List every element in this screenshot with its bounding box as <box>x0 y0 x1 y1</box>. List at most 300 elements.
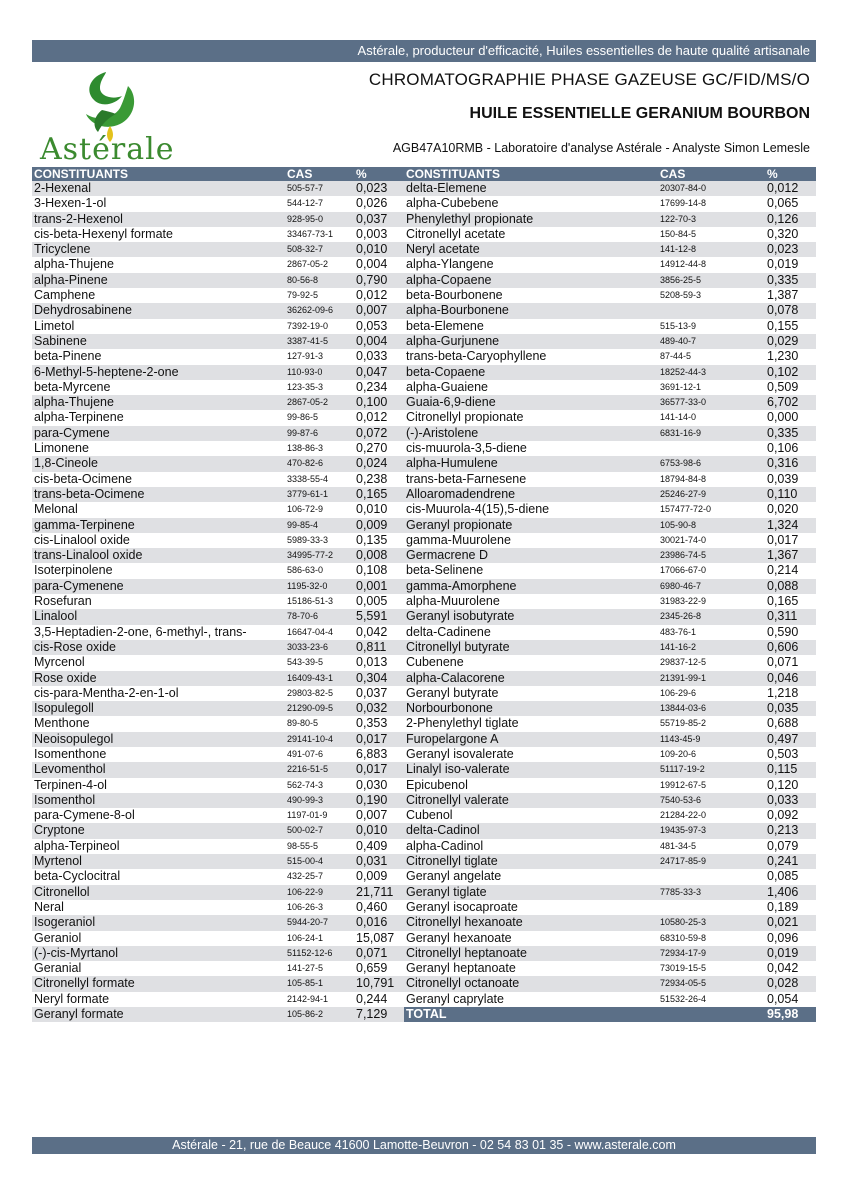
cell-cas-left: 562-74-3 <box>287 779 324 790</box>
cell-pct-right: 0,102 <box>765 365 816 380</box>
table-row <box>32 242 816 257</box>
total-label: TOTAL <box>404 1007 658 1022</box>
cell-pct-left: 0,004 <box>356 257 388 272</box>
cell-name-right: alpha-Bourbonene <box>404 303 658 318</box>
cell-pct-left: 0,010 <box>356 502 388 517</box>
cell-pct-right: 0,071 <box>767 655 799 670</box>
cell-pct-left: 0,023 <box>354 181 404 196</box>
cell-pct-right: 0,241 <box>765 854 816 869</box>
cell-cas-left: 2867-05-2 <box>285 395 354 410</box>
table-row <box>32 288 816 303</box>
cell-pct-right: 0,028 <box>765 976 816 991</box>
table-row <box>32 227 816 242</box>
table-row <box>32 992 816 1007</box>
table-row <box>32 778 816 793</box>
cell-pct-right: 0,155 <box>767 318 799 333</box>
cell-cas-right: 68310-59-8 <box>660 932 707 943</box>
cell-pct-right: 0,046 <box>765 671 816 686</box>
cell-pct-right: 0,311 <box>765 609 816 624</box>
cell-name-left: Melonal <box>34 502 78 517</box>
cell-name-left: Rose oxide <box>32 671 285 686</box>
header-pct-left: % <box>354 167 404 181</box>
cell-name-right: Geranyl heptanoate <box>406 961 516 976</box>
cell-cas-right: 18794-84-8 <box>660 473 707 484</box>
cell-name-right: beta-Bourbonene <box>406 288 503 303</box>
cell-pct-left: 0,037 <box>354 212 404 227</box>
cell-name-left: Isomenthol <box>32 793 285 808</box>
cell-name-left: para-Cymenene <box>32 579 285 594</box>
table-row <box>32 426 816 441</box>
cell-name-right: alpha-Copaene <box>404 273 658 288</box>
cell-name-right: cis-muurola-3,5-diene <box>406 441 527 456</box>
cell-cas-right: 51532-26-4 <box>660 993 707 1004</box>
cell-cas-left: 21290-09-5 <box>285 701 354 716</box>
cell-pct-right: 0,503 <box>767 746 799 761</box>
cell-name-right: beta-Copaene <box>404 365 658 380</box>
cell-pct-left: 21,711 <box>354 885 404 900</box>
cell-pct-left: 0,017 <box>354 732 404 747</box>
cell-name-right: Citronellyl valerate <box>404 793 658 808</box>
cell-pct-left: 0,108 <box>356 563 388 578</box>
lab-info: AGB47A10RMB - Laboratoire d'analyse Astérale - Analyste Simon Lemesle <box>392 141 810 155</box>
cell-name-right: Geranyl hexanoate <box>406 930 512 945</box>
table-row <box>32 808 816 823</box>
cell-name-right: beta-Elemene <box>406 318 484 333</box>
cell-cas-left: 80-56-8 <box>285 273 354 288</box>
header-pct-right: % <box>765 167 816 181</box>
cell-pct-right: 0,020 <box>767 502 799 517</box>
cell-cas-left: 7392-19-0 <box>287 320 329 331</box>
cell-cas-right: 106-29-6 <box>660 687 697 698</box>
table-row <box>32 885 816 900</box>
table-row <box>32 900 816 915</box>
cell-pct-left: 0,032 <box>354 701 404 716</box>
cell-cas-left: 3338-55-4 <box>287 473 329 484</box>
cell-name-right: Linalyl iso-valerate <box>404 762 658 777</box>
cell-pct-left: 6,883 <box>356 746 388 761</box>
cell-name-right: Guaia-6,9-diene <box>404 395 658 410</box>
footer-address: Astérale - 21, rue de Beauce 41600 Lamotte-Beuvron - 02 54 83 01 35 - www.asterale.com <box>172 1138 676 1152</box>
logo-wordmark: Astérale <box>40 132 175 167</box>
cell-name-right: cis-Muurola-4(15),5-diene <box>406 502 550 517</box>
cell-name-left: 3,5-Heptadien-2-one, 6-methyl-, trans- <box>34 624 247 639</box>
cell-cas-right: 23986-74-5 <box>658 548 765 563</box>
document-subtitle: HUILE ESSENTIELLE GERANIUM BOURBON <box>469 105 810 122</box>
cell-pct-right: 0,054 <box>767 991 799 1006</box>
cell-pct-left: 5,591 <box>354 609 404 624</box>
table-row <box>32 716 816 731</box>
cell-pct-right: 0,029 <box>765 334 816 349</box>
cell-pct-right: 1,218 <box>767 685 799 700</box>
cell-pct-left: 0,053 <box>356 318 388 333</box>
cell-cas-left: 98-55-5 <box>287 840 319 851</box>
cell-cas-right: 20307-84-0 <box>658 181 765 196</box>
table-row <box>32 732 816 747</box>
cell-cas-left: 1197-01-9 <box>287 810 328 821</box>
cell-pct-right: 1,367 <box>765 548 816 563</box>
cell-name-right: Cubenene <box>406 655 464 670</box>
cell-name-right: Citronellyl octanoate <box>404 976 658 991</box>
table-row <box>32 915 816 930</box>
cell-cas-left: 3387-41-5 <box>285 334 354 349</box>
table-row <box>32 793 816 808</box>
cell-cas-left: 123-35-3 <box>287 381 324 392</box>
table-row <box>32 747 816 762</box>
cell-pct-right: 0,065 <box>767 196 799 211</box>
cell-cas-left: 505-57-7 <box>285 181 354 196</box>
cell-name-right: Citronellyl heptanoate <box>404 946 658 961</box>
cell-pct-right: 0,035 <box>765 701 816 716</box>
cell-pct-left: 0,270 <box>356 441 388 456</box>
cell-cas-right: 51117-19-2 <box>658 762 765 777</box>
cell-name-right: Geranyl isobutyrate <box>404 609 658 624</box>
cell-name-left: cis-beta-Ocimene <box>34 471 132 486</box>
cell-pct-left: 0,304 <box>354 671 404 686</box>
table-row <box>32 365 816 380</box>
cell-cas-left: 106-26-3 <box>287 901 324 912</box>
cell-cas-left: 2867-05-2 <box>287 259 329 270</box>
cell-cas-right: 7540-53-6 <box>658 793 765 808</box>
cell-cas-left: 127-91-3 <box>287 351 324 362</box>
cell-pct-right: 0,335 <box>765 426 816 441</box>
cell-name-left: (-)-cis-Myrtanol <box>32 946 285 961</box>
cell-pct-right: 0,019 <box>765 946 816 961</box>
cell-name-left: Levomenthol <box>32 762 285 777</box>
table-row <box>32 273 816 288</box>
cell-pct-left: 0,013 <box>356 655 388 670</box>
cell-cas-left: 1195-32-0 <box>285 579 354 594</box>
table-row <box>32 1007 816 1022</box>
cell-pct-left: 0,071 <box>354 946 404 961</box>
cell-name-left: Neral <box>34 899 64 914</box>
table-row <box>32 456 816 471</box>
cell-cas-right: 18252-44-3 <box>658 365 765 380</box>
cell-cas-left: 110-93-0 <box>285 365 354 380</box>
cell-cas-right: 36577-33-0 <box>658 395 765 410</box>
cell-pct-left: 10,791 <box>354 976 404 991</box>
cell-pct-right: 0,214 <box>767 563 799 578</box>
cell-pct-right: 0,606 <box>765 640 816 655</box>
cell-name-left: trans-beta-Ocimene <box>32 487 285 502</box>
cell-cas-left: 5989-33-3 <box>287 534 329 545</box>
total-value: 95,98 <box>765 1007 816 1022</box>
table-row <box>32 441 816 456</box>
cell-cas-right: 30021-74-0 <box>660 534 707 545</box>
cell-name-left: Linalool <box>32 609 285 624</box>
table-row <box>32 946 816 961</box>
cell-cas-left: 79-92-5 <box>287 290 319 301</box>
cell-name-right: Geranyl isovalerate <box>406 746 514 761</box>
cell-name-right: delta-Cadinene <box>406 624 491 639</box>
cell-name-right: Geranyl tiglate <box>404 885 658 900</box>
cell-cas-right: 105-90-8 <box>658 518 765 533</box>
cell-name-right: alpha-Gurjunene <box>404 334 658 349</box>
cell-cas-right: 7785-33-3 <box>658 885 765 900</box>
table-row <box>32 395 816 410</box>
cell-pct-right: 0,497 <box>765 732 816 747</box>
cell-cas-right: 87-44-5 <box>660 351 692 362</box>
cell-cas-left: 515-00-4 <box>285 854 354 869</box>
cell-name-right: Germacrene D <box>404 548 658 563</box>
cell-pct-left: 0,244 <box>356 991 388 1006</box>
cell-pct-left: 0,030 <box>356 777 388 792</box>
cell-pct-right: 0,335 <box>765 273 816 288</box>
cell-name-left: Neoisopulegol <box>32 732 285 747</box>
cell-cas-right: 489-40-7 <box>658 334 765 349</box>
cell-cas-right: 73019-15-5 <box>660 963 707 974</box>
cell-name-left: Terpinen-4-ol <box>34 777 107 792</box>
cell-name-left: 6-Methyl-5-heptene-2-one <box>32 365 285 380</box>
cell-pct-left: 0,409 <box>356 838 388 853</box>
cell-name-right: Geranyl propionate <box>404 518 658 533</box>
cell-cas-left: 106-72-9 <box>287 504 324 515</box>
cell-cas-right: 6980-46-7 <box>658 579 765 594</box>
cell-cas-left: 544-12-7 <box>287 198 324 209</box>
cell-name-left: Sabinene <box>32 334 285 349</box>
cell-cas-left: 928-95-0 <box>285 212 354 227</box>
cell-name-right: delta-Elemene <box>404 181 658 196</box>
table-header-row <box>32 167 816 181</box>
cell-cas-right: 483-76-1 <box>660 626 697 637</box>
cell-cas-right <box>658 303 765 318</box>
table-row <box>32 212 816 227</box>
cell-cas-left: 78-70-6 <box>285 609 354 624</box>
cell-pct-right: 0,590 <box>767 624 799 639</box>
table-row <box>32 548 816 563</box>
cell-pct-left: 0,001 <box>354 579 404 594</box>
cell-name-left: Isogeraniol <box>32 915 285 930</box>
cell-cas-right: 72934-05-5 <box>658 976 765 991</box>
table-row <box>32 502 816 517</box>
cell-cas-right: 24717-85-9 <box>658 854 765 869</box>
cell-pct-left: 0,009 <box>356 869 388 884</box>
cell-name-right: Epicubenol <box>406 777 468 792</box>
cell-cas-left: 16409-43-1 <box>285 671 354 686</box>
table-row <box>32 671 816 686</box>
table-row <box>32 181 816 196</box>
cell-pct-right: 0,120 <box>767 777 799 792</box>
cell-pct-right: 0,012 <box>765 181 816 196</box>
cell-pct-left: 0,004 <box>354 334 404 349</box>
cell-name-left: para-Cymene-8-ol <box>34 808 135 823</box>
cell-cas-right: 19912-67-5 <box>660 779 707 790</box>
cell-name-right: alpha-Muurolene <box>406 594 500 609</box>
table-row <box>32 257 816 272</box>
cell-cas-left: 29141-10-4 <box>285 732 354 747</box>
cell-pct-right: 0,096 <box>767 930 799 945</box>
cell-pct-left: 0,165 <box>354 487 404 502</box>
table-row <box>32 319 816 334</box>
table-row <box>32 839 816 854</box>
header-constituants-left: CONSTITUANTS <box>32 167 285 181</box>
cell-cas-right <box>658 869 765 884</box>
cell-cas-left: 2142-94-1 <box>287 993 329 1004</box>
cell-cas-right: 17699-14-8 <box>660 198 707 209</box>
cell-pct-left: 0,031 <box>354 854 404 869</box>
cell-name-left: gamma-Terpinene <box>32 518 285 533</box>
table-body <box>32 181 816 1022</box>
cell-name-left: trans-Linalool oxide <box>32 548 285 563</box>
cell-name-left: Isoterpinolene <box>34 563 113 578</box>
cell-pct-right: 0,509 <box>767 379 799 394</box>
table-row <box>32 701 816 716</box>
footer-bar <box>32 1137 816 1154</box>
cell-cas-right: 109-20-6 <box>660 748 697 759</box>
cell-name-right: delta-Cadinol <box>404 823 658 838</box>
cell-pct-left: 0,024 <box>354 456 404 471</box>
table-row <box>32 655 816 670</box>
cell-cas-right: 2345-26-8 <box>658 609 765 624</box>
constituents-table <box>32 167 816 1022</box>
cell-cas-left: 3779-61-1 <box>285 487 354 502</box>
cell-cas-left: 508-32-7 <box>285 242 354 257</box>
cell-cas-right: 122-70-3 <box>658 212 765 227</box>
table-row <box>32 487 816 502</box>
cell-name-left: Camphene <box>34 288 96 303</box>
cell-cas-left: 490-99-3 <box>285 793 354 808</box>
cell-name-right: (-)-Aristolene <box>404 426 658 441</box>
cell-name-left: Geraniol <box>34 930 82 945</box>
cell-pct-right: 0,000 <box>767 410 799 425</box>
header-cas-left: CAS <box>285 167 354 181</box>
cell-pct-left: 0,238 <box>356 471 388 486</box>
cell-cas-right: 5208-59-3 <box>660 290 702 301</box>
cell-pct-right: 0,115 <box>765 762 816 777</box>
table-row <box>32 196 816 211</box>
cell-name-left: cis-Rose oxide <box>32 640 285 655</box>
table-row <box>32 472 816 487</box>
cell-name-left: Menthone <box>34 716 90 731</box>
cell-name-left: alpha-Thujene <box>34 257 114 272</box>
cell-pct-right: 1,406 <box>765 885 816 900</box>
cell-name-left: Limonene <box>34 441 89 456</box>
cell-name-right: trans-beta-Farnesene <box>406 471 527 486</box>
cell-pct-right: 0,019 <box>767 257 799 272</box>
cell-cas-right: 10580-25-3 <box>658 915 765 930</box>
cell-cas-left: 106-22-9 <box>285 885 354 900</box>
cell-cas-right: 17066-67-0 <box>660 565 707 576</box>
table-row <box>32 686 816 701</box>
table-row <box>32 410 816 425</box>
table-row <box>32 609 816 624</box>
cell-cas-left: 3033-23-6 <box>285 640 354 655</box>
cell-name-left: 1,8-Cineole <box>32 456 285 471</box>
cell-cas-left: 34995-77-2 <box>285 548 354 563</box>
cell-cas-right: 1143-45-9 <box>658 732 765 747</box>
cell-pct-left: 0,460 <box>356 899 388 914</box>
cell-pct-right: 0,085 <box>767 869 799 884</box>
cell-pct-right: 0,092 <box>767 808 799 823</box>
cell-pct-right: 0,688 <box>767 716 799 731</box>
cell-cas-right: 3691-12-1 <box>660 381 702 392</box>
cell-cas-left: 99-87-6 <box>285 426 354 441</box>
cell-name-right: 2-Phenylethyl tiglate <box>406 716 519 731</box>
table-row <box>32 533 816 548</box>
cell-pct-right: 0,021 <box>765 915 816 930</box>
cell-name-right: Norbourbonone <box>404 701 658 716</box>
cell-pct-right: 0,126 <box>765 212 816 227</box>
cell-pct-left: 0,010 <box>354 242 404 257</box>
cell-name-left: Dehydrosabinene <box>32 303 285 318</box>
cell-name-right: Neryl acetate <box>404 242 658 257</box>
cell-name-left: alpha-Pinene <box>32 273 285 288</box>
cell-pct-left: 0,007 <box>354 303 404 318</box>
cell-name-left: cis-Linalool oxide <box>34 532 130 547</box>
table-row <box>32 594 816 609</box>
cell-cas-left: 33467-73-1 <box>287 228 334 239</box>
cell-pct-left: 0,007 <box>356 808 388 823</box>
cell-name-left: 2-Hexenal <box>32 181 285 196</box>
cell-cas-left: 15186-51-3 <box>287 596 334 607</box>
cell-name-right: Phenylethyl propionate <box>404 212 658 227</box>
table-row <box>32 563 816 578</box>
cell-name-left: trans-2-Hexenol <box>32 212 285 227</box>
cell-pct-left: 0,072 <box>354 426 404 441</box>
cell-pct-left: 0,012 <box>356 288 388 303</box>
table-row <box>32 976 816 991</box>
cell-pct-left: 0,012 <box>356 410 388 425</box>
cell-name-left: Neryl formate <box>34 991 110 1006</box>
cell-name-left: alpha-Thujene <box>32 395 285 410</box>
cell-pct-left: 0,047 <box>354 365 404 380</box>
header-tagline: Astérale, producteur d'efficacité, Huiles essentielles de haute qualité artisanale <box>357 43 810 58</box>
cell-pct-right: 0,023 <box>765 242 816 257</box>
cell-cas-right: 19435-97-3 <box>658 823 765 838</box>
cell-cas-right: 157477-72-0 <box>660 504 712 515</box>
table-row <box>32 334 816 349</box>
cell-name-left: Geranial <box>34 961 82 976</box>
cell-cas-right: 141-12-8 <box>658 242 765 257</box>
cell-cas-right: 31983-22-9 <box>660 596 707 607</box>
cell-name-left: alpha-Terpineol <box>34 838 120 853</box>
cell-pct-left: 7,129 <box>354 1007 404 1022</box>
cell-cas-right <box>658 441 765 456</box>
cell-name-right: beta-Selinene <box>406 563 484 578</box>
cell-name-right: alpha-Guaiene <box>406 379 489 394</box>
cell-name-right: Geranyl butyrate <box>406 685 499 700</box>
cell-name-left: beta-Myrcene <box>34 379 111 394</box>
table-row <box>32 961 816 976</box>
cell-cas-right: 141-16-2 <box>658 640 765 655</box>
cell-cas-right: 72934-17-9 <box>658 946 765 961</box>
cell-pct-right: 0,106 <box>767 441 799 456</box>
total-spacer <box>658 1007 765 1022</box>
cell-pct-right: 0,042 <box>767 961 799 976</box>
cell-pct-left: 0,003 <box>356 226 388 241</box>
cell-name-right: Geranyl isocaproate <box>406 899 518 914</box>
cell-cas-left: 29803-82-5 <box>287 687 334 698</box>
cell-cas-right: 29837-12-5 <box>660 657 707 668</box>
table-row <box>32 303 816 318</box>
cell-cas-left: 470-82-6 <box>285 456 354 471</box>
table-row <box>32 349 816 364</box>
cell-pct-left: 0,659 <box>356 961 388 976</box>
cell-name-right: Citronellyl acetate <box>406 226 506 241</box>
cell-name-left: Limetol <box>34 318 75 333</box>
cell-cas-left: 99-86-5 <box>287 412 319 423</box>
cell-cas-left: 105-86-2 <box>285 1007 354 1022</box>
cell-name-right: alpha-Humulene <box>404 456 658 471</box>
cell-cas-left: 36262-09-6 <box>285 303 354 318</box>
cell-pct-right: 0,039 <box>767 471 799 486</box>
cell-pct-left: 0,010 <box>354 823 404 838</box>
cell-name-right: Geranyl caprylate <box>406 991 504 1006</box>
cell-pct-left: 15,087 <box>356 930 395 945</box>
cell-name-left: Myrcenol <box>34 655 85 670</box>
cell-name-left: para-Cymene <box>32 426 285 441</box>
cell-pct-left: 0,811 <box>354 640 404 655</box>
cell-pct-left: 0,009 <box>354 518 404 533</box>
